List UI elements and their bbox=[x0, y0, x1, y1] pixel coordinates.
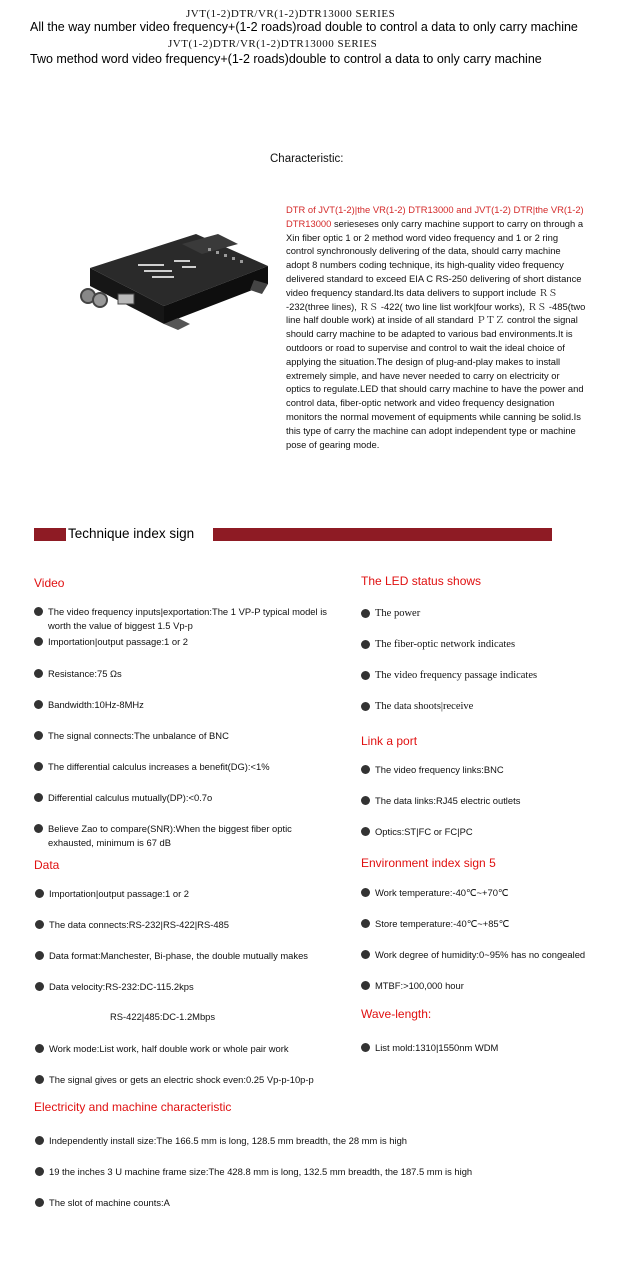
headline-1: All the way number video frequency+(1-2 roads)road double to control a data to only carry machine bbox=[30, 20, 578, 34]
data-item: Data format:Manchester, Bi-phase, the double mutually makes bbox=[35, 949, 308, 963]
video-item: The video frequency inputs|exportation:The 1 VP-P typical model is worth the value of biggest 1.5 Vp-p bbox=[34, 605, 338, 632]
bullet-icon bbox=[361, 609, 370, 618]
characteristic-title: Characteristic: bbox=[270, 153, 344, 165]
environment-section-title: Environment index sign 5 bbox=[361, 856, 496, 870]
environment-item: MTBF:>100,000 hour bbox=[361, 979, 464, 993]
video-item: Resistance:75 Ωs bbox=[34, 667, 122, 681]
led-item: The data shoots|receive bbox=[361, 700, 473, 714]
led-section-title: The LED status shows bbox=[361, 574, 482, 588]
bullet-icon bbox=[34, 669, 43, 678]
port-section-title: Link a port bbox=[361, 734, 418, 748]
led-item: The power bbox=[361, 607, 420, 621]
bullet-icon bbox=[361, 640, 370, 649]
data-item: The signal gives or gets an electric shock even:0.25 Vp-p-10p-p bbox=[35, 1073, 314, 1087]
video-item: The differential calculus increases a benefit(DG):<1% bbox=[34, 760, 270, 774]
bullet-icon bbox=[35, 1167, 44, 1176]
led-item: The fiber-optic network indicates bbox=[361, 638, 515, 652]
section-bar-left bbox=[34, 528, 66, 541]
headline-2: Two method word video frequency+(1-2 roads)double to control a data to only carry machine bbox=[30, 52, 542, 66]
data-item: The data connects:RS-232|RS-422|RS-485 bbox=[35, 918, 229, 932]
data-velocity-extra: RS-422|485:DC-1.2Mbps bbox=[110, 1011, 216, 1022]
electric-item: 19 the inches 3 U machine frame size:The 428.8 mm is long, 132.5 mm breadth, the 187.5 mm is high bbox=[35, 1165, 472, 1179]
bullet-icon bbox=[35, 1198, 44, 1207]
technique-title: Technique index sign bbox=[68, 526, 195, 541]
video-item: The signal connects:The unbalance of BNC bbox=[34, 729, 229, 743]
bullet-icon bbox=[35, 889, 44, 898]
port-item: The video frequency links:BNC bbox=[361, 763, 504, 777]
data-item: Importation|output passage:1 or 2 bbox=[35, 887, 189, 901]
environment-item: Store temperature:-40℃~+85℃ bbox=[361, 917, 509, 931]
bullet-icon bbox=[34, 731, 43, 740]
electric-section-title: Electricity and machine characteristic bbox=[34, 1100, 232, 1114]
electric-item: The slot of machine counts:A bbox=[35, 1196, 170, 1210]
bullet-icon bbox=[361, 919, 370, 928]
description-intro: DTR of JVT(1-2)|the VR(1-2) DTR13000 and JVT(1-2) DTR|the VR(1-2) DTR13000 bbox=[286, 204, 584, 229]
bullet-icon bbox=[34, 637, 43, 646]
environment-item: Work degree of humidity:0~95% has no congealed bbox=[361, 948, 585, 962]
bullet-icon bbox=[361, 796, 370, 805]
bullet-icon bbox=[35, 1136, 44, 1145]
bullet-icon bbox=[34, 824, 43, 833]
bullet-icon bbox=[35, 951, 44, 960]
bullet-icon bbox=[35, 1075, 44, 1084]
bullet-icon bbox=[361, 671, 370, 680]
bullet-icon bbox=[361, 1043, 370, 1052]
bullet-icon bbox=[35, 1044, 44, 1053]
bullet-icon bbox=[34, 793, 43, 802]
video-item: Believe Zao to compare(SNR):When the biggest fiber optic exhausted, minimum is 67 dB bbox=[34, 822, 328, 849]
led-item: The video frequency passage indicates bbox=[361, 669, 537, 683]
wave-section-title: Wave-length: bbox=[361, 1007, 432, 1021]
port-item: The data links:RJ45 electric outlets bbox=[361, 794, 520, 808]
characteristic-description bbox=[286, 203, 586, 451]
video-item: Bandwidth:10Hz-8MHz bbox=[34, 698, 144, 712]
bullet-icon bbox=[35, 982, 44, 991]
data-section-title: Data bbox=[34, 858, 60, 872]
data-item: Work mode:List work, half double work or whole pair work bbox=[35, 1042, 289, 1056]
bullet-icon bbox=[361, 950, 370, 959]
bullet-icon bbox=[34, 607, 43, 616]
bullet-icon bbox=[35, 920, 44, 929]
bullet-icon bbox=[361, 827, 370, 836]
bullet-icon bbox=[34, 762, 43, 771]
description-body: serieseses only carry machine support to carry on through a Xin fiber optic 1 or 2 method word video frequency and 1 or 2 ring control synchronously delivering of the data, should carry machine adopt 8 numbers coding technique, its high-quality video frequency delivered standard to exceed EIA C RS-250 delivering of short distance video frequency standard.Its data delivers to support include ＲＳ -232(three lines), ＲＳ -422( two line list work|four works), ＲＳ -485(two line half double work) at inside of all standard ＰＴＺ control the signal should carry machine to be adapted to various bad environments.It is outdoors or road to supervise and control to wait the ideal choice of applying the situation.The design of plug-and-play makes to install extremely simple, and have never needed to carry on electricity or optics to regulate.LED that should carry machine to have the power and control data, fiber-optic network and video frequency designation monitors the normal movement of equipments while canning be solid.Is this type of carry the machine can adopt independent type or machine pose of gearing mode. bbox=[286, 217, 586, 450]
bullet-icon bbox=[361, 981, 370, 990]
environment-item: Work temperature:-40℃~+70℃ bbox=[361, 886, 508, 900]
data-item: Data velocity:RS-232:DC-115.2kps bbox=[35, 980, 194, 994]
bullet-icon bbox=[361, 765, 370, 774]
series-title-2: JVT(1-2)DTR/VR(1-2)DTR13000 SERIES bbox=[168, 38, 378, 50]
bullet-icon bbox=[361, 702, 370, 711]
bullet-icon bbox=[34, 700, 43, 709]
series-title-1: JVT(1-2)DTR/VR(1-2)DTR13000 SERIES bbox=[186, 8, 396, 20]
fiber-optic-transceiver-icon bbox=[78, 220, 278, 340]
wave-item: List mold:1310|1550nm WDM bbox=[361, 1041, 498, 1055]
port-item: Optics:ST|FC or FC|PC bbox=[361, 825, 473, 839]
video-item: Differential calculus mutually(DP):<0.7o bbox=[34, 791, 212, 805]
section-bar-right bbox=[213, 528, 552, 541]
bullet-icon bbox=[361, 888, 370, 897]
electric-item: Independently install size:The 166.5 mm is long, 128.5 mm breadth, the 28 mm is high bbox=[35, 1134, 407, 1148]
video-section-title: Video bbox=[34, 576, 65, 590]
video-item: Importation|output passage:1 or 2 bbox=[34, 635, 188, 649]
